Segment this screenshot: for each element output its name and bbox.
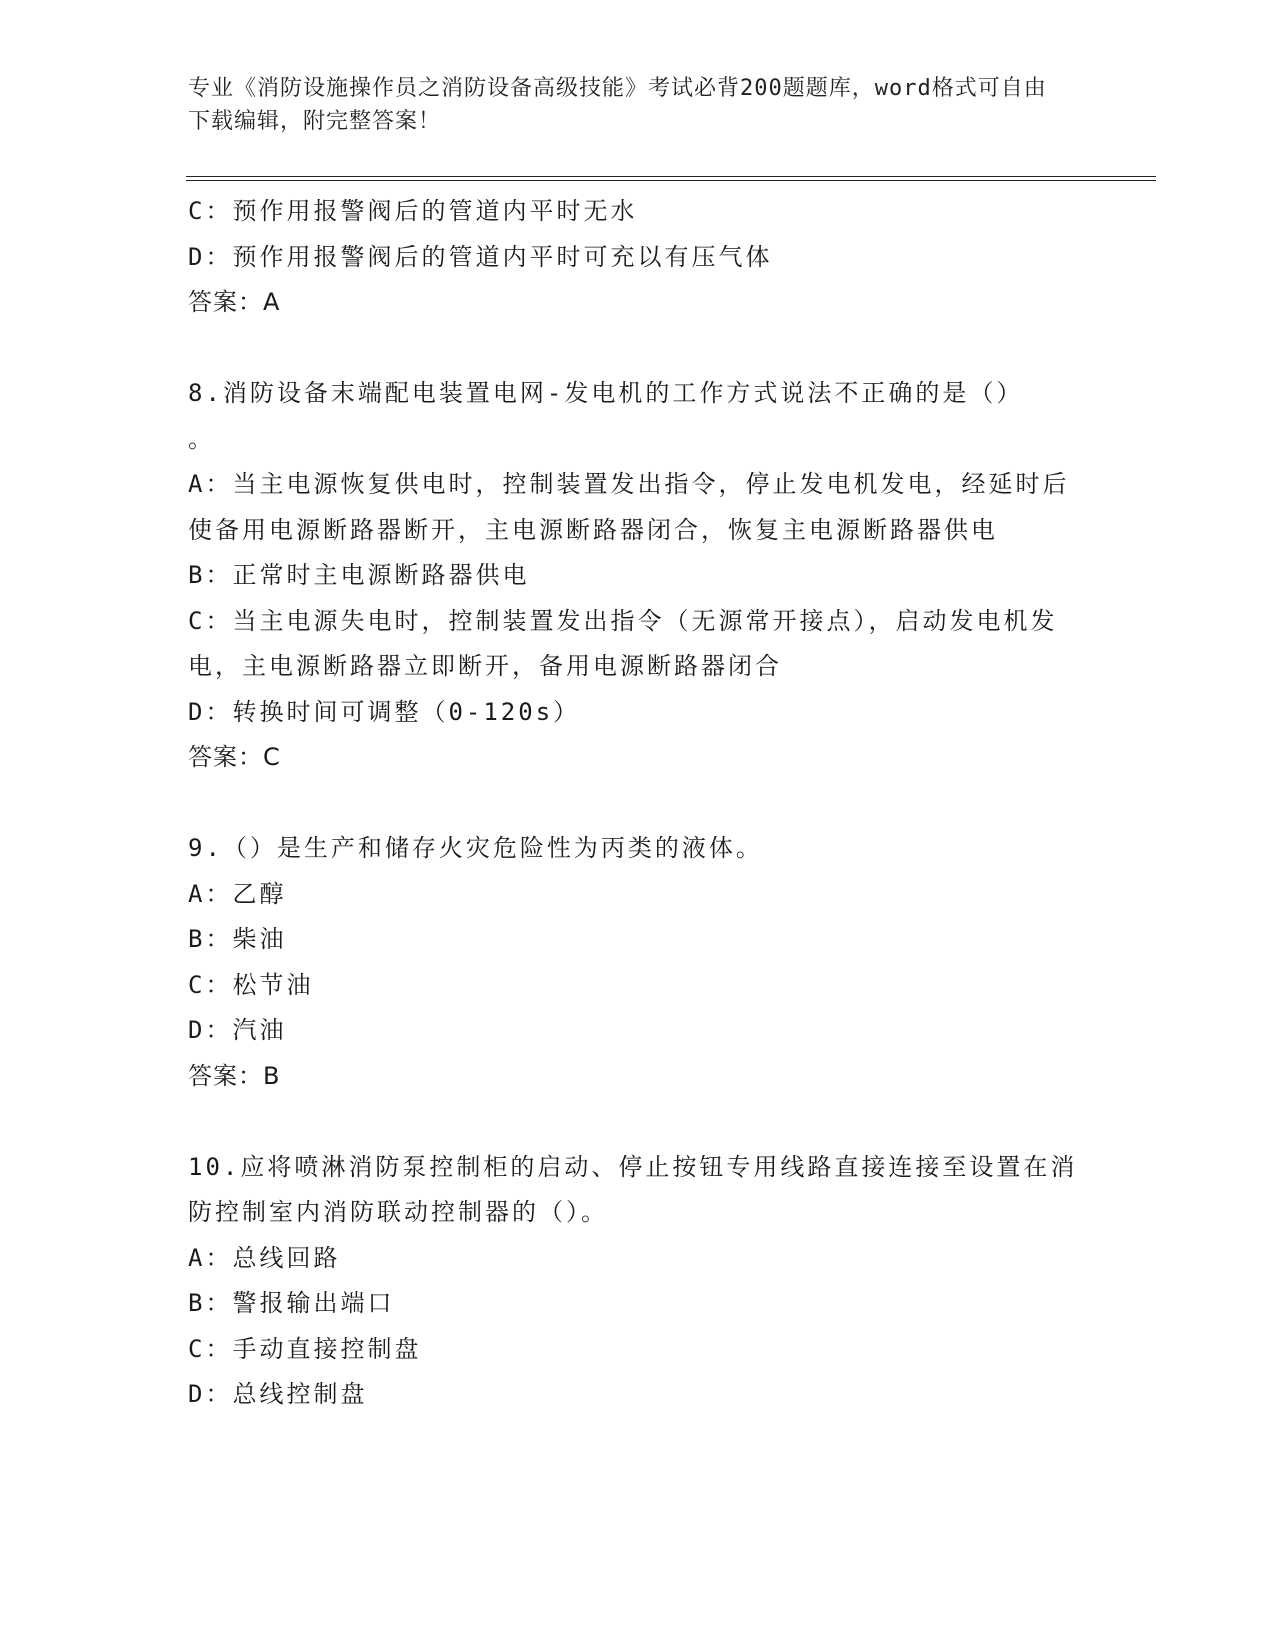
option-a: A：乙醇 — [188, 879, 287, 908]
option-b: B：警报输出端口 — [188, 1289, 395, 1317]
question-8 — [188, 371, 1078, 781]
answer: 答案：C — [188, 743, 281, 771]
answer: 答案：A — [188, 288, 281, 316]
option-c: C：当主电源失电时，控制装置发出指令（无源常开接点），启动发电机发电，主电源断路器立即断开，备用电源断路器闭合 — [188, 606, 1058, 680]
spacer — [188, 781, 1078, 827]
option-d: D：预作用报警阀后的管道内平时可充以有压气体 — [188, 242, 773, 271]
spacer — [188, 1099, 1078, 1145]
question-list — [188, 189, 1078, 1418]
question-7-tail — [188, 189, 1078, 326]
option-c: C：松节油 — [188, 970, 314, 999]
question-9 — [188, 826, 1078, 1099]
option-c: C：手动直接控制盘 — [188, 1334, 422, 1363]
option-a: A：总线回路 — [188, 1243, 341, 1272]
document-header: 专业《消防设施操作员之消防设备高级技能》考试必背200题题库，word格式可自由下载编辑，附完整答案！ — [188, 76, 1047, 134]
option-c: C：预作用报警阀后的管道内平时无水 — [188, 197, 638, 225]
answer: 答案：B — [188, 1061, 281, 1090]
question-stem: 10.应将喷淋消防泵控制柜的启动、停止按钮专用线路直接连接至设置在消防控制室内消防联动控制器的（）。 — [188, 1152, 1078, 1226]
option-d: D：汽油 — [188, 1016, 287, 1044]
header-divider — [186, 176, 1156, 181]
option-b: B：柴油 — [188, 925, 287, 953]
question-stem: 9.（）是生产和储存火灾危险性为丙类的液体。 — [188, 834, 763, 862]
question-stem: 8.消防设备末端配电装置电网-发电机的工作方式说法不正确的是（） — [188, 379, 1024, 407]
question-10 — [188, 1145, 1078, 1418]
question-stem-continuation: 。 — [188, 424, 215, 453]
option-d: D：总线控制盘 — [188, 1380, 368, 1408]
option-b: B：正常时主电源断路器供电 — [188, 561, 530, 589]
option-a: A：当主电源恢复供电时，控制装置发出指令，停止发电机发电，经延时后使备用电源断路器断开，主电源断路器闭合，恢复主电源断路器供电 — [188, 470, 1070, 544]
option-d: D：转换时间可调整（0-120s） — [188, 697, 581, 726]
spacer — [188, 326, 1078, 372]
